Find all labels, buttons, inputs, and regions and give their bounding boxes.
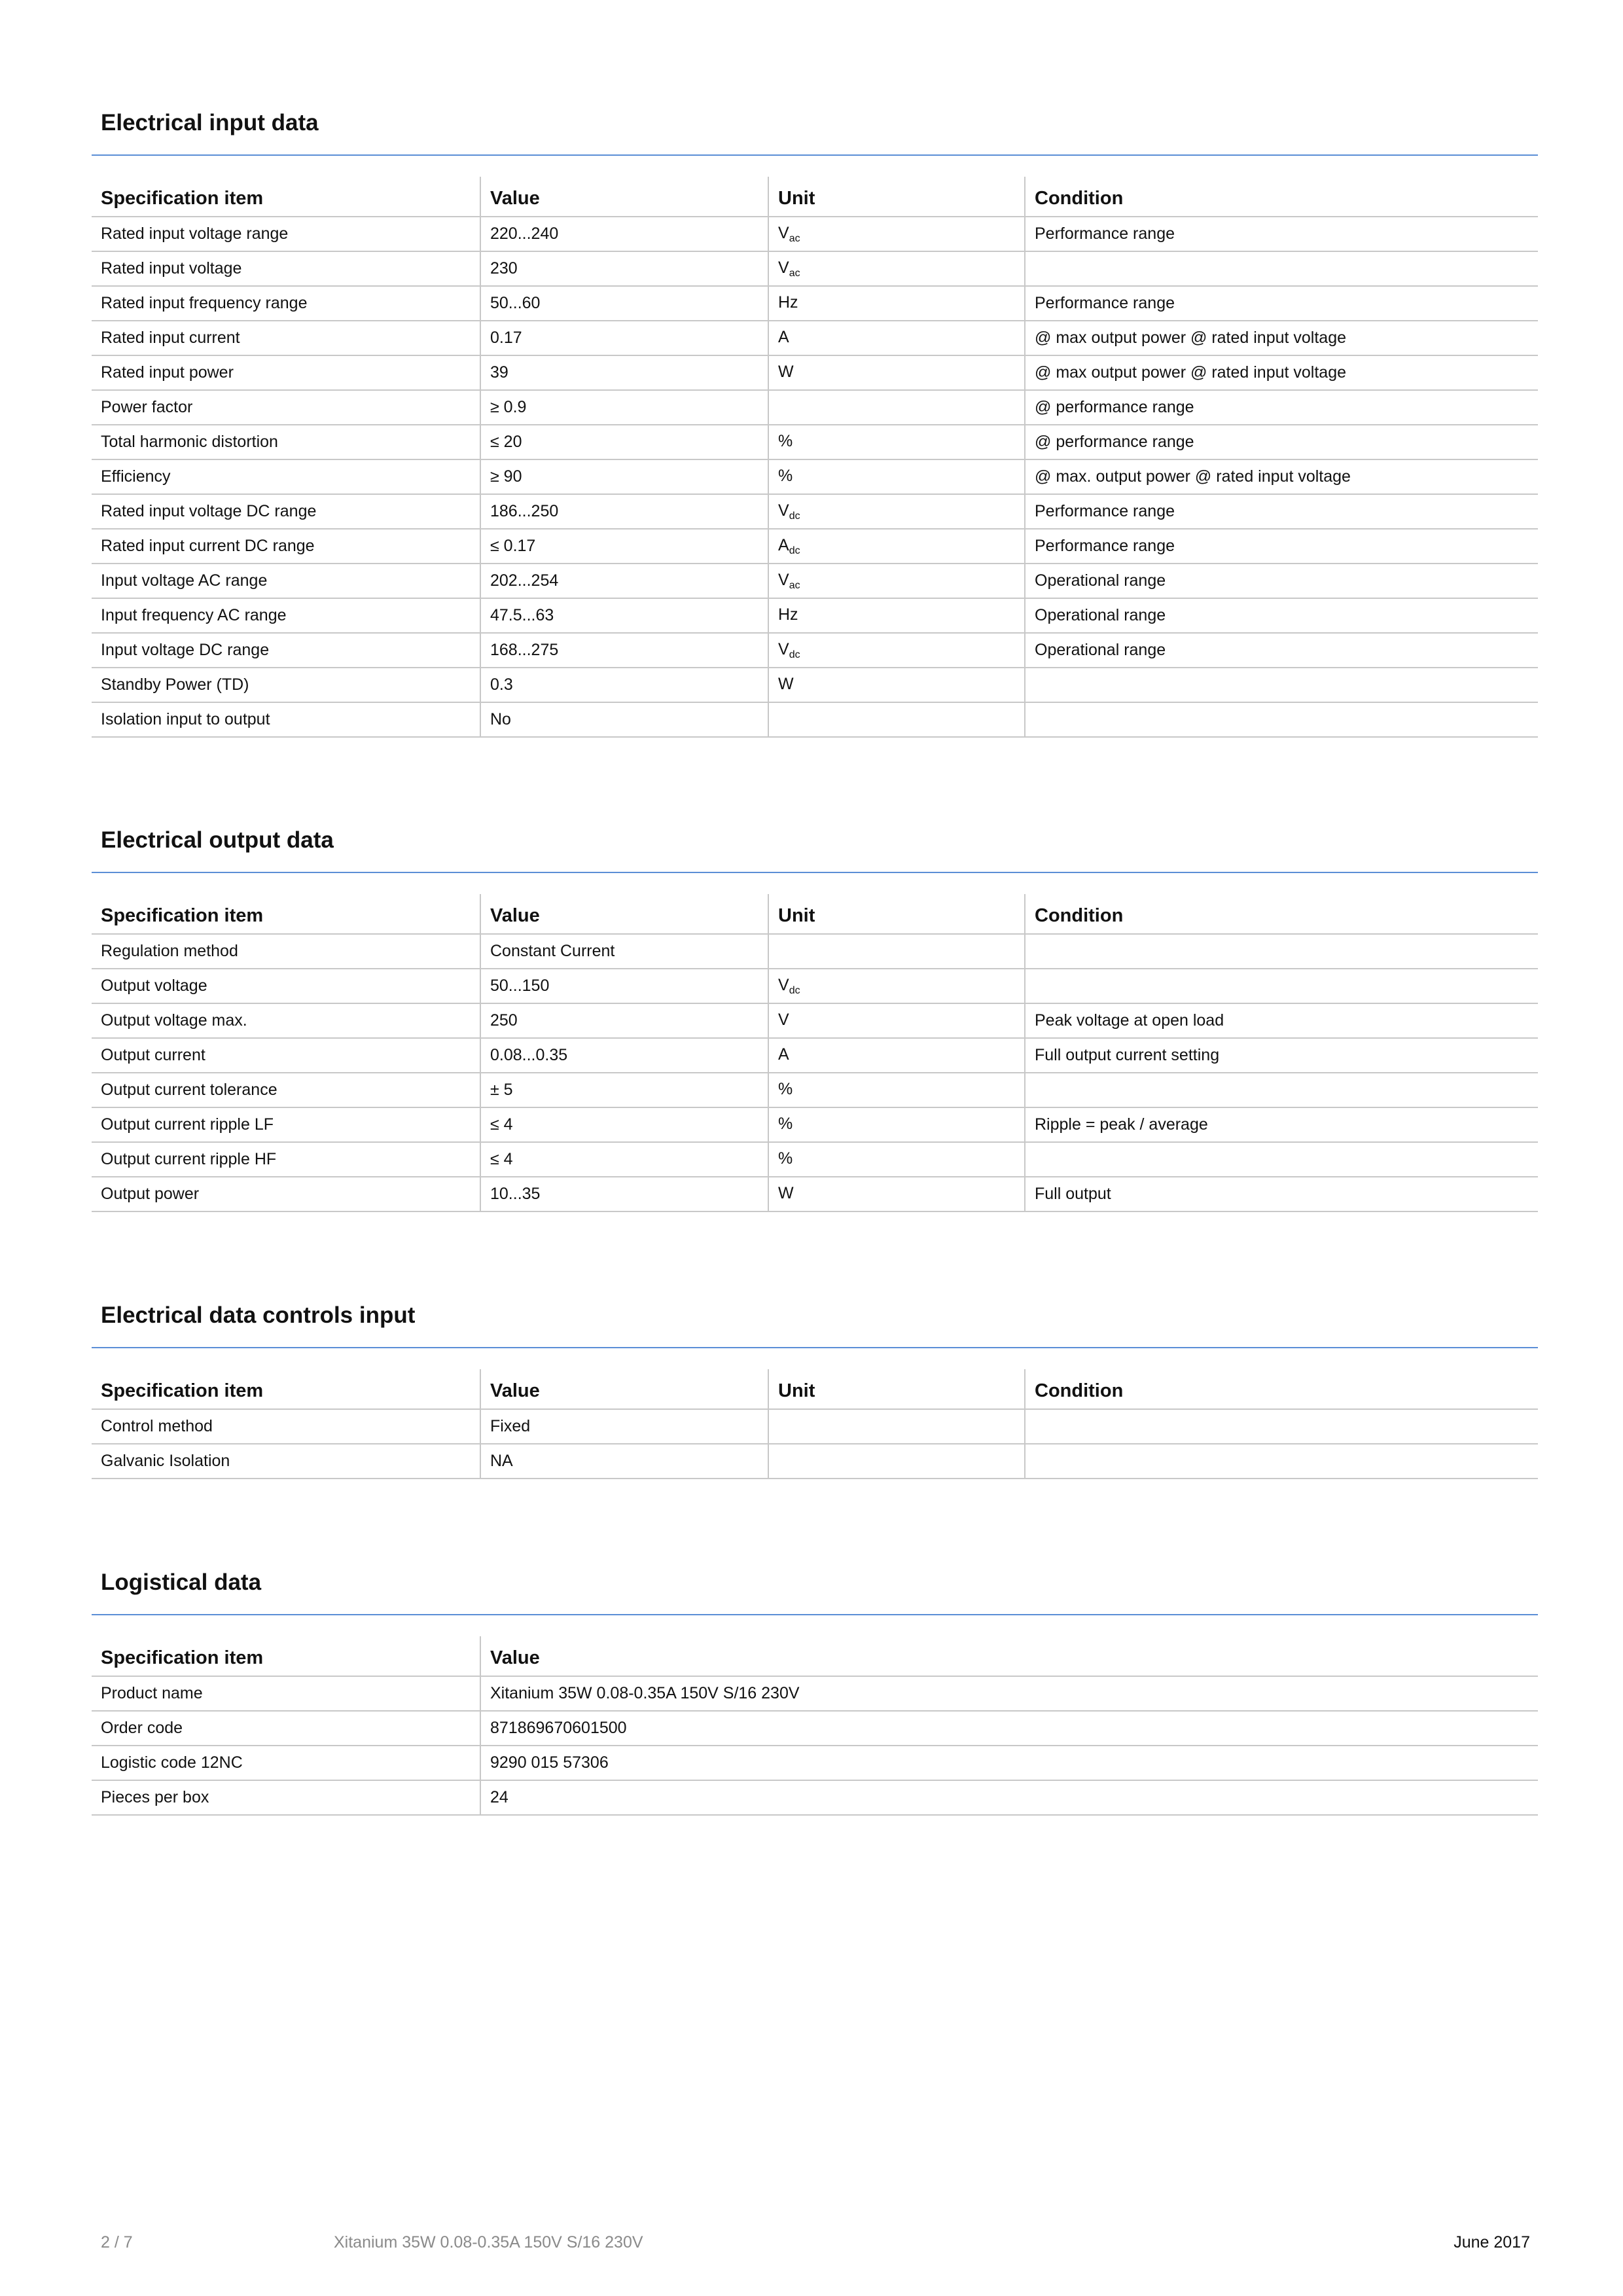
unit-symbol: A (778, 327, 789, 346)
cell-value: ≤ 4 (480, 1107, 768, 1142)
unit-subscript: dc (789, 510, 800, 522)
cell-value: ≤ 20 (480, 425, 768, 459)
cell-condition: @ max. output power @ rated input voltage (1025, 459, 1538, 494)
unit-symbol: % (778, 1114, 793, 1133)
section-title: Electrical data controls input (101, 1302, 416, 1328)
table-row (92, 702, 1538, 737)
cell-unit (768, 529, 1025, 564)
cell-specification-item: Pieces per box (92, 1780, 480, 1815)
cell-value: No (480, 702, 768, 737)
cell-specification-item: Output voltage max. (92, 1003, 480, 1038)
cell-value: ≤ 0.17 (480, 529, 768, 564)
header-value: Value (480, 1636, 1538, 1676)
cell-condition: @ performance range (1025, 390, 1538, 425)
section-electrical-output (92, 825, 1538, 1212)
cell-unit (768, 459, 1025, 494)
table-row (92, 1780, 1538, 1815)
cell-condition: Operational range (1025, 633, 1538, 668)
table-row (92, 1444, 1538, 1479)
cell-value: 0.17 (480, 321, 768, 355)
cell-condition: Operational range (1025, 598, 1538, 633)
header-specification-item: Specification item (92, 1636, 480, 1676)
cell-unit (768, 1038, 1025, 1073)
cell-unit (768, 494, 1025, 529)
section-logistical (92, 1567, 1538, 1816)
cell-value: 186...250 (480, 494, 768, 529)
unit-subscript: ac (789, 579, 800, 591)
cell-specification-item: Standby Power (TD) (92, 668, 480, 702)
cell-value: 871869670601500 (480, 1711, 1538, 1746)
header-specification-item: Specification item (92, 894, 480, 934)
cell-specification-item: Total harmonic distortion (92, 425, 480, 459)
table-row (92, 390, 1538, 425)
cell-value: ≥ 0.9 (480, 390, 768, 425)
cell-unit (768, 286, 1025, 321)
section-divider (92, 1614, 1538, 1615)
section-electrical-input (92, 107, 1538, 738)
cell-unit (768, 969, 1025, 1003)
spec-table (92, 1369, 1538, 1479)
header-value: Value (480, 1369, 768, 1409)
cell-specification-item: Input frequency AC range (92, 598, 480, 633)
unit-subscript: dc (789, 545, 800, 556)
cell-specification-item: Output current ripple HF (92, 1142, 480, 1177)
header-specification-item: Specification item (92, 1369, 480, 1409)
cell-specification-item: Product name (92, 1676, 480, 1711)
cell-condition (1025, 969, 1538, 1003)
cell-condition (1025, 1073, 1538, 1107)
cell-value: 39 (480, 355, 768, 390)
cell-value: ≥ 90 (480, 459, 768, 494)
table-row (92, 1073, 1538, 1107)
cell-unit (768, 934, 1025, 969)
header-unit: Unit (768, 894, 1025, 934)
cell-condition: Full output current setting (1025, 1038, 1538, 1073)
unit-symbol: V (778, 975, 789, 994)
cell-condition: Performance range (1025, 529, 1538, 564)
header-value: Value (480, 177, 768, 217)
cell-condition (1025, 702, 1538, 737)
cell-unit (768, 390, 1025, 425)
header-condition: Condition (1025, 1369, 1538, 1409)
cell-unit (768, 1107, 1025, 1142)
section-title: Electrical input data (101, 110, 319, 135)
cell-specification-item: Rated input voltage (92, 251, 480, 286)
spec-table (92, 894, 1538, 1212)
cell-value: Xitanium 35W 0.08-0.35A 150V S/16 230V (480, 1676, 1538, 1711)
table-row (92, 1107, 1538, 1142)
header-unit: Unit (768, 177, 1025, 217)
cell-unit (768, 1409, 1025, 1444)
table-header-row (92, 177, 1538, 217)
unit-symbol: V (778, 639, 789, 658)
cell-unit (768, 668, 1025, 702)
section-title: Electrical output data (101, 827, 334, 853)
header-condition: Condition (1025, 177, 1538, 217)
cell-specification-item: Rated input voltage DC range (92, 494, 480, 529)
cell-unit (768, 564, 1025, 598)
table-row (92, 598, 1538, 633)
unit-symbol: W (778, 674, 794, 693)
table-row (92, 321, 1538, 355)
cell-condition: Operational range (1025, 564, 1538, 598)
cell-value: NA (480, 1444, 768, 1479)
spec-table (92, 177, 1538, 738)
cell-specification-item: Galvanic Isolation (92, 1444, 480, 1479)
cell-specification-item: Regulation method (92, 934, 480, 969)
cell-specification-item: Input voltage DC range (92, 633, 480, 668)
cell-specification-item: Rated input frequency range (92, 286, 480, 321)
unit-symbol: W (778, 1183, 794, 1202)
cell-value: 168...275 (480, 633, 768, 668)
cell-unit (768, 1073, 1025, 1107)
cell-value: 10...35 (480, 1177, 768, 1211)
cell-condition: @ max output power @ rated input voltage (1025, 321, 1538, 355)
table-header-row (92, 894, 1538, 934)
cell-specification-item: Output current (92, 1038, 480, 1073)
cell-unit (768, 1444, 1025, 1479)
cell-unit (768, 1003, 1025, 1038)
cell-condition: @ max output power @ rated input voltage (1025, 355, 1538, 390)
footer-date: June 2017 (1454, 2233, 1530, 2251)
cell-unit (768, 1177, 1025, 1211)
header-condition: Condition (1025, 894, 1538, 934)
cell-specification-item: Logistic code 12NC (92, 1746, 480, 1780)
cell-unit (768, 598, 1025, 633)
table-row (92, 1711, 1538, 1746)
cell-specification-item: Output power (92, 1177, 480, 1211)
unit-symbol: Hz (778, 605, 798, 624)
cell-unit (768, 633, 1025, 668)
section-divider (92, 154, 1538, 156)
header-value: Value (480, 894, 768, 934)
table-row (92, 934, 1538, 969)
table-row (92, 1177, 1538, 1211)
cell-value: 202...254 (480, 564, 768, 598)
cell-condition (1025, 934, 1538, 969)
table-row (92, 1409, 1538, 1444)
unit-symbol: % (778, 1149, 793, 1168)
unit-subscript: dc (789, 649, 800, 660)
unit-subscript: ac (789, 232, 800, 244)
cell-condition: @ performance range (1025, 425, 1538, 459)
table-row (92, 425, 1538, 459)
table-row (92, 1746, 1538, 1780)
cell-condition (1025, 1409, 1538, 1444)
cell-specification-item: Input voltage AC range (92, 564, 480, 598)
cell-specification-item: Output current ripple LF (92, 1107, 480, 1142)
cell-value: 24 (480, 1780, 1538, 1815)
cell-condition (1025, 668, 1538, 702)
section-divider (92, 1347, 1538, 1348)
unit-symbol: V (778, 258, 789, 277)
spec-table (92, 1636, 1538, 1816)
cell-unit (768, 251, 1025, 286)
cell-value: 47.5...63 (480, 598, 768, 633)
table-row (92, 1676, 1538, 1711)
table-header-row (92, 1636, 1538, 1676)
table-row (92, 668, 1538, 702)
cell-specification-item: Power factor (92, 390, 480, 425)
unit-symbol: V (778, 223, 789, 242)
cell-condition: Performance range (1025, 217, 1538, 251)
table-row (92, 494, 1538, 529)
cell-specification-item: Isolation input to output (92, 702, 480, 737)
cell-condition (1025, 251, 1538, 286)
unit-symbol: W (778, 362, 794, 381)
cell-specification-item: Rated input current DC range (92, 529, 480, 564)
cell-condition: Ripple = peak / average (1025, 1107, 1538, 1142)
page-footer (0, 2233, 1623, 2259)
cell-value: 220...240 (480, 217, 768, 251)
cell-condition: Performance range (1025, 286, 1538, 321)
unit-subscript: dc (789, 984, 800, 996)
unit-symbol: V (778, 501, 789, 520)
footer-product-name: Xitanium 35W 0.08-0.35A 150V S/16 230V (334, 2233, 643, 2251)
cell-unit (768, 217, 1025, 251)
unit-symbol: A (778, 1045, 789, 1064)
cell-value: Constant Current (480, 934, 768, 969)
cell-unit (768, 355, 1025, 390)
cell-specification-item: Rated input power (92, 355, 480, 390)
unit-symbol: % (778, 466, 793, 485)
unit-symbol: % (778, 431, 793, 450)
cell-value: ± 5 (480, 1073, 768, 1107)
unit-symbol: V (778, 570, 789, 589)
table-row (92, 286, 1538, 321)
cell-value: 50...60 (480, 286, 768, 321)
cell-condition: Performance range (1025, 494, 1538, 529)
cell-unit (768, 702, 1025, 737)
table-header-row (92, 1369, 1538, 1409)
table-row (92, 564, 1538, 598)
unit-symbol: Hz (778, 293, 798, 312)
table-row (92, 217, 1538, 251)
header-specification-item: Specification item (92, 177, 480, 217)
section-controls-input (92, 1300, 1538, 1479)
cell-value: 0.08...0.35 (480, 1038, 768, 1073)
cell-unit (768, 425, 1025, 459)
table-row (92, 969, 1538, 1003)
cell-condition (1025, 1444, 1538, 1479)
unit-symbol: V (778, 1010, 789, 1029)
cell-value: 230 (480, 251, 768, 286)
cell-specification-item: Output current tolerance (92, 1073, 480, 1107)
cell-specification-item: Rated input voltage range (92, 217, 480, 251)
header-unit: Unit (768, 1369, 1025, 1409)
table-row (92, 529, 1538, 564)
unit-symbol: A (778, 535, 789, 554)
cell-specification-item: Output voltage (92, 969, 480, 1003)
section-title: Logistical data (101, 1570, 262, 1595)
cell-specification-item: Rated input current (92, 321, 480, 355)
table-row (92, 355, 1538, 390)
page-number: 2 / 7 (101, 2233, 133, 2251)
cell-unit (768, 1142, 1025, 1177)
table-row (92, 633, 1538, 668)
cell-condition (1025, 1142, 1538, 1177)
cell-value: 250 (480, 1003, 768, 1038)
cell-value: 9290 015 57306 (480, 1746, 1538, 1780)
cell-specification-item: Efficiency (92, 459, 480, 494)
table-row (92, 459, 1538, 494)
unit-symbol: % (778, 1079, 793, 1098)
table-row (92, 1038, 1538, 1073)
cell-condition: Peak voltage at open load (1025, 1003, 1538, 1038)
cell-specification-item: Order code (92, 1711, 480, 1746)
cell-value: 0.3 (480, 668, 768, 702)
section-divider (92, 872, 1538, 873)
unit-subscript: ac (789, 267, 800, 279)
table-row (92, 251, 1538, 286)
cell-unit (768, 321, 1025, 355)
table-row (92, 1003, 1538, 1038)
cell-value: ≤ 4 (480, 1142, 768, 1177)
cell-specification-item: Control method (92, 1409, 480, 1444)
cell-value: Fixed (480, 1409, 768, 1444)
table-row (92, 1142, 1538, 1177)
cell-value: 50...150 (480, 969, 768, 1003)
cell-condition: Full output (1025, 1177, 1538, 1211)
